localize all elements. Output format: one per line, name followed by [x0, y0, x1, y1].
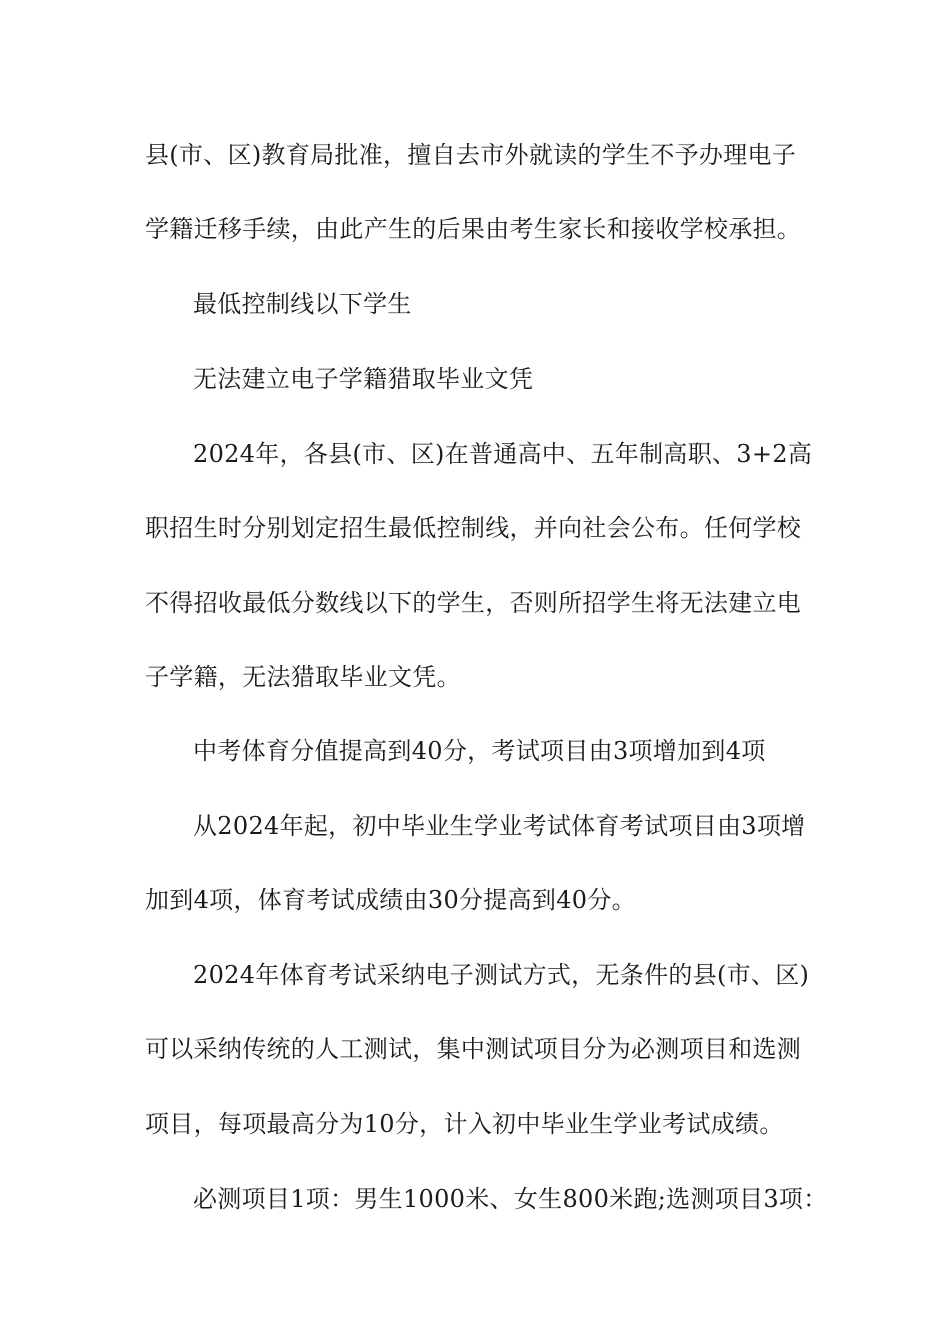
paragraph-line: 从2024年起，初中毕业生学业考试体育考试项目由3项增: [193, 812, 806, 840]
paragraph-line: 2024年，各县(市、区)在普通高中、五年制高职、3+2高: [193, 440, 813, 468]
paragraph-line: 子学籍，无法猎取毕业文凭。: [145, 663, 461, 691]
paragraph-line: 不得招收最低分数线以下的学生，否则所招学生将无法建立电: [145, 589, 802, 617]
paragraph-line: 加到4项，体育考试成绩由30分提高到40分。: [145, 886, 636, 914]
paragraph-line: 职招生时分别划定招生最低控制线，并向社会公布。任何学校: [145, 514, 802, 542]
paragraph-line: 学籍迁移手续，由此产生的后果由考生家长和接收学校承担。: [145, 215, 802, 243]
paragraph-line: 项目，每项最高分为10分，计入初中毕业生学业考试成绩。: [145, 1110, 784, 1138]
paragraph-line: 必测项目1项：男生1000米、女生800米跑;选测项目3项：: [193, 1185, 828, 1213]
paragraph-line: 县(市、区)教育局批准，擅自去市外就读的学生不予办理电子: [145, 141, 797, 169]
section-heading: 最低控制线以下学生: [193, 290, 412, 318]
paragraph-line: 可以采纳传统的人工测试，集中测试项目分为必测项目和选测: [145, 1035, 802, 1063]
section-heading: 中考体育分值提高到40分，考试项目由3项增加到4项: [193, 737, 766, 765]
paragraph-line: 2024年体育考试采纳电子测试方式，无条件的县(市、区): [193, 961, 810, 989]
section-subheading: 无法建立电子学籍猎取毕业文凭: [193, 365, 534, 393]
